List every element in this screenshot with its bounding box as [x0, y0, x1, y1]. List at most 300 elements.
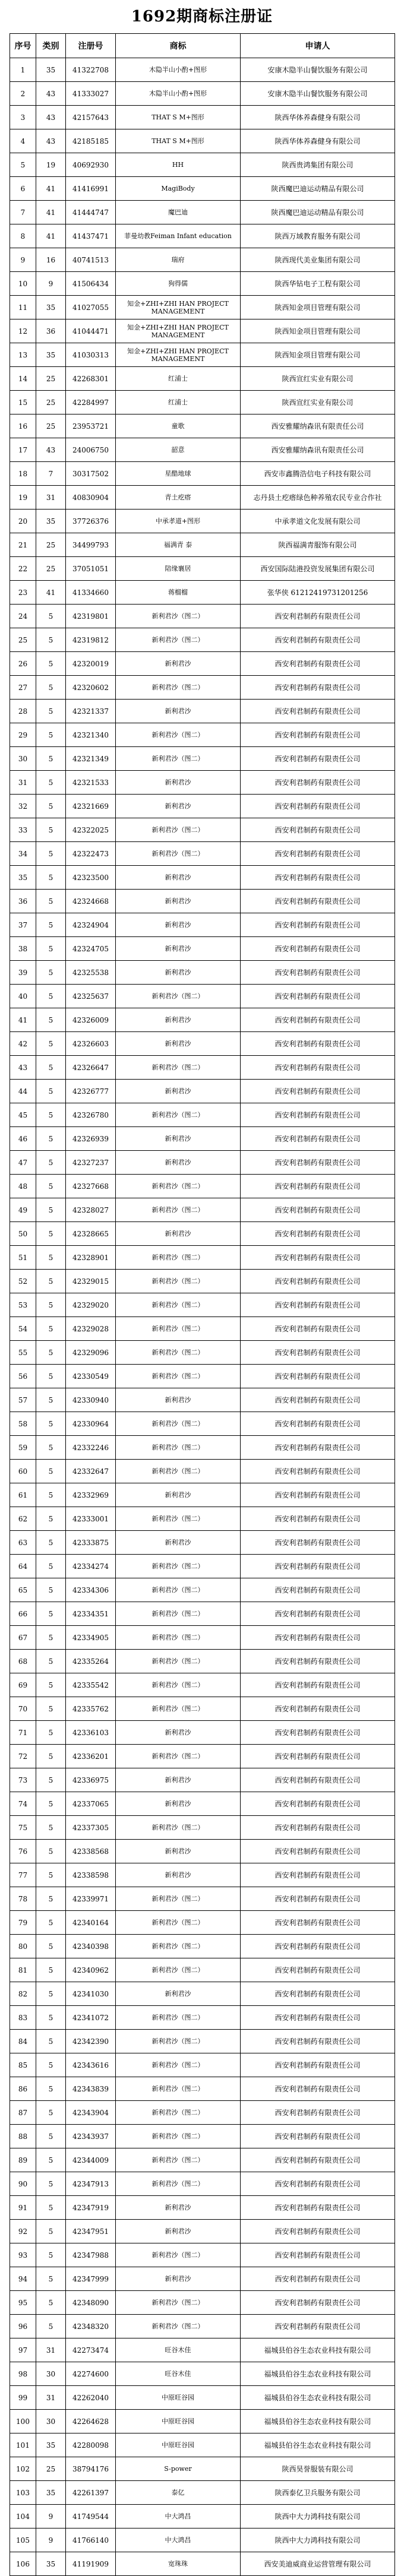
table-row — [10, 676, 395, 700]
cell-class: 43 — [36, 106, 66, 129]
cell-index: 31 — [10, 771, 36, 795]
table-row — [10, 2267, 395, 2291]
cell-trademark: 新利君沙 — [116, 1127, 241, 1151]
cell-trademark: 新利君沙 — [116, 1768, 241, 1792]
cell-applicant: 陕西万域教育服务有限公司 — [241, 224, 395, 248]
table-row — [10, 605, 395, 628]
cell-reg-no: 42328027 — [66, 1198, 116, 1222]
cell-applicant: 西安利君制药有限责任公司 — [241, 771, 395, 795]
cell-applicant: 西安利君制药有限责任公司 — [241, 1080, 395, 1103]
cell-index: 80 — [10, 1935, 36, 1958]
cell-trademark: 韶意 — [116, 438, 241, 462]
cell-index: 105 — [10, 2528, 36, 2552]
cell-trademark: 新利君沙 — [116, 1840, 241, 1863]
cell-applicant: 志丹县土疙瘩绿色种养殖农民专业合作社 — [241, 486, 395, 509]
table-row — [10, 533, 395, 557]
table-row — [10, 628, 395, 652]
cell-class: 5 — [36, 1222, 66, 1246]
table-row — [10, 2338, 395, 2362]
cell-applicant: 陕西魔巴迪运动精品有限公司 — [241, 201, 395, 224]
cell-reg-no: 42347951 — [66, 2220, 116, 2243]
cell-trademark: 新利君沙（图二） — [116, 818, 241, 842]
cell-class: 5 — [36, 913, 66, 937]
table-row — [10, 1293, 395, 1317]
cell-reg-no: 42323500 — [66, 866, 116, 890]
table-row — [10, 866, 395, 890]
cell-class: 5 — [36, 771, 66, 795]
table-row — [10, 2220, 395, 2243]
cell-trademark: 新利君沙（图二） — [116, 1673, 241, 1697]
cell-applicant: 陕西福满青服饰有限公司 — [241, 533, 395, 557]
cell-class: 5 — [36, 1056, 66, 1080]
cell-reg-no: 42328665 — [66, 1222, 116, 1246]
cell-trademark: 新利君沙（图二） — [116, 1056, 241, 1080]
cell-class: 5 — [36, 2006, 66, 2030]
cell-class: 5 — [36, 1080, 66, 1103]
cell-reg-no: 42348320 — [66, 2315, 116, 2338]
cell-applicant: 西安利君制药有限责任公司 — [241, 1840, 395, 1863]
table-row — [10, 2552, 395, 2576]
cell-class: 5 — [36, 2267, 66, 2291]
cell-reg-no: 42324705 — [66, 937, 116, 961]
cell-trademark: 新利君沙 — [116, 890, 241, 913]
cell-reg-no: 37726376 — [66, 509, 116, 533]
cell-index: 77 — [10, 1863, 36, 1887]
cell-index: 39 — [10, 961, 36, 985]
table-row — [10, 961, 395, 985]
cell-index: 51 — [10, 1246, 36, 1270]
table-row — [10, 1365, 395, 1388]
table-row — [10, 1032, 395, 1056]
cell-reg-no: 42334905 — [66, 1626, 116, 1650]
cell-applicant: 西安利君制药有限责任公司 — [241, 818, 395, 842]
cell-applicant: 西安利君制药有限责任公司 — [241, 1673, 395, 1697]
cell-applicant: 西安利君制药有限责任公司 — [241, 1697, 395, 1721]
cell-class: 5 — [36, 2077, 66, 2101]
cell-class: 19 — [36, 153, 66, 177]
cell-index: 89 — [10, 2148, 36, 2172]
cell-trademark: 新利君沙（图二） — [116, 1745, 241, 1768]
cell-reg-no: 42326647 — [66, 1056, 116, 1080]
document-title: 1692期商标注册证 — [131, 8, 273, 26]
cell-reg-no: 42332969 — [66, 1483, 116, 1507]
cell-reg-no: 42343937 — [66, 2125, 116, 2148]
cell-trademark: 新利君沙 — [116, 1388, 241, 1412]
cell-reg-no: 42339971 — [66, 1887, 116, 1911]
cell-class: 5 — [36, 1863, 66, 1887]
cell-class: 5 — [36, 1483, 66, 1507]
table-row — [10, 557, 395, 581]
cell-trademark: 狗得儒 — [116, 272, 241, 296]
cell-trademark: 新利君沙（图二） — [116, 985, 241, 1008]
cell-trademark: 中大鸿昌 — [116, 2505, 241, 2528]
cell-class: 5 — [36, 1697, 66, 1721]
cell-class: 5 — [36, 1721, 66, 1745]
cell-applicant: 陕西中大力鸿科技有限公司 — [241, 2505, 395, 2528]
cell-index: 67 — [10, 1626, 36, 1650]
cell-applicant: 西安利君制药有限责任公司 — [241, 1650, 395, 1673]
cell-class: 35 — [36, 58, 66, 82]
cell-trademark: 新利君沙（图二） — [116, 1317, 241, 1341]
cell-applicant: 福城县伯谷生态农业科技有限公司 — [241, 2362, 395, 2386]
cell-applicant: 西安利君制药有限责任公司 — [241, 723, 395, 747]
cell-trademark: 新利君沙 — [116, 1982, 241, 2006]
cell-class: 35 — [36, 2433, 66, 2457]
cell-reg-no: 42268301 — [66, 367, 116, 391]
cell-applicant: 陕西宣红实业有限公司 — [241, 391, 395, 414]
cell-index: 97 — [10, 2338, 36, 2362]
table-row — [10, 795, 395, 818]
cell-index: 38 — [10, 937, 36, 961]
cell-trademark: 新利君沙（图二） — [116, 2030, 241, 2053]
cell-index: 19 — [10, 486, 36, 509]
cell-trademark: 中承孝道+图形 — [116, 509, 241, 533]
cell-applicant: 西安利君制药有限责任公司 — [241, 866, 395, 890]
cell-trademark: 中原旺谷园 — [116, 2410, 241, 2433]
cell-applicant: 西安利君制药有限责任公司 — [241, 1460, 395, 1483]
table-row — [10, 581, 395, 605]
cell-index: 7 — [10, 201, 36, 224]
table-row — [10, 2053, 395, 2077]
cell-reg-no: 40830904 — [66, 486, 116, 509]
cell-trademark: 新利君沙（图二） — [116, 1911, 241, 1935]
cell-reg-no: 42284997 — [66, 391, 116, 414]
table-row — [10, 106, 395, 129]
cell-trademark: 新利君沙 — [116, 1792, 241, 1816]
cell-applicant: 西安利君制药有限责任公司 — [241, 1768, 395, 1792]
cell-applicant: 西安利君制药有限责任公司 — [241, 2196, 395, 2220]
cell-trademark: 新利君沙（图二） — [116, 2125, 241, 2148]
cell-applicant: 西安美迪威商业运营管理有限公司 — [241, 2552, 395, 2576]
cell-class: 5 — [36, 1768, 66, 1792]
cell-applicant: 福城县伯谷生态农业科技有限公司 — [241, 2386, 395, 2410]
cell-trademark: 新利君沙（图二） — [116, 1650, 241, 1673]
cell-reg-no: 42273474 — [66, 2338, 116, 2362]
cell-index: 25 — [10, 628, 36, 652]
table-body — [10, 58, 395, 2576]
cell-reg-no: 41322708 — [66, 58, 116, 82]
cell-trademark: 新利君沙 — [116, 2220, 241, 2243]
cell-reg-no: 42324668 — [66, 890, 116, 913]
cell-reg-no: 42280098 — [66, 2433, 116, 2457]
cell-trademark: 知金+ZHI+ZHI HAN PROJECT MANAGEMENT — [116, 296, 241, 319]
cell-reg-no: 42338568 — [66, 1840, 116, 1863]
cell-trademark: 新利君沙（图二） — [116, 1341, 241, 1365]
cell-index: 72 — [10, 1745, 36, 1768]
table-row — [10, 82, 395, 106]
cell-reg-no: 40741513 — [66, 248, 116, 272]
cell-index: 5 — [10, 153, 36, 177]
cell-trademark: 新利君沙（图二） — [116, 1460, 241, 1483]
cell-reg-no: 42319801 — [66, 605, 116, 628]
table-row — [10, 1602, 395, 1626]
cell-reg-no: 42348090 — [66, 2291, 116, 2315]
cell-trademark: 知金+ZHI+ZHI HAN PROJECT MANAGEMENT — [116, 319, 241, 343]
table-row — [10, 818, 395, 842]
cell-applicant: 西安利君制药有限责任公司 — [241, 1745, 395, 1768]
table-row — [10, 2433, 395, 2457]
cell-index: 22 — [10, 557, 36, 581]
cell-reg-no: 42157643 — [66, 106, 116, 129]
cell-applicant: 安康木隐半山餐饮服务有限公司 — [241, 82, 395, 106]
cell-trademark: 新利君沙 — [116, 700, 241, 723]
cell-reg-no: 42330940 — [66, 1388, 116, 1412]
cell-class: 5 — [36, 2125, 66, 2148]
cell-reg-no: 42329020 — [66, 1293, 116, 1317]
cell-class: 31 — [36, 486, 66, 509]
cell-applicant: 陕西知金项目管理有限公司 — [241, 343, 395, 367]
cell-index: 10 — [10, 272, 36, 296]
table-row — [10, 2315, 395, 2338]
table-row — [10, 2362, 395, 2386]
cell-trademark: 新利君沙 — [116, 1721, 241, 1745]
cell-index: 23 — [10, 581, 36, 605]
cell-index: 62 — [10, 1507, 36, 1531]
cell-reg-no: 42321340 — [66, 723, 116, 747]
cell-trademark: 新利君沙 — [116, 1008, 241, 1032]
cell-index: 106 — [10, 2552, 36, 2576]
cell-index: 8 — [10, 224, 36, 248]
cell-reg-no: 40692930 — [66, 153, 116, 177]
cell-index: 49 — [10, 1198, 36, 1222]
table-row — [10, 652, 395, 676]
cell-trademark: 新利君沙 — [116, 937, 241, 961]
header-class: 类别 — [36, 34, 66, 58]
table-row — [10, 2291, 395, 2315]
cell-trademark: 蒋榴榴 — [116, 581, 241, 605]
cell-class: 25 — [36, 414, 66, 438]
table-row — [10, 2505, 395, 2528]
cell-reg-no: 42337305 — [66, 1816, 116, 1840]
cell-trademark: 新利君沙（图二） — [116, 1103, 241, 1127]
cell-class: 5 — [36, 1103, 66, 1127]
cell-applicant: 陕西现代美业集团有限公司 — [241, 248, 395, 272]
cell-reg-no: 42334351 — [66, 1602, 116, 1626]
table-row — [10, 1460, 395, 1483]
table-row — [10, 1745, 395, 1768]
cell-reg-no: 42325538 — [66, 961, 116, 985]
cell-index: 16 — [10, 414, 36, 438]
table-row — [10, 1341, 395, 1365]
table-row — [10, 723, 395, 747]
table-row — [10, 2006, 395, 2030]
cell-applicant: 西安利君制药有限责任公司 — [241, 1103, 395, 1127]
cell-reg-no: 42322025 — [66, 818, 116, 842]
cell-class: 25 — [36, 2457, 66, 2481]
cell-class: 16 — [36, 248, 66, 272]
cell-applicant: 西安利君制药有限责任公司 — [241, 2172, 395, 2196]
cell-applicant: 张华侠 61212419731201256 — [241, 581, 395, 605]
table-row — [10, 486, 395, 509]
cell-reg-no: 42332246 — [66, 1436, 116, 1460]
cell-reg-no: 42327668 — [66, 1175, 116, 1198]
cell-class: 5 — [36, 866, 66, 890]
cell-index: 21 — [10, 533, 36, 557]
table-row — [10, 1507, 395, 1531]
cell-index: 64 — [10, 1555, 36, 1578]
cell-trademark: 新利君沙（图二） — [116, 1270, 241, 1293]
cell-trademark: 新利君沙（图二） — [116, 1935, 241, 1958]
cell-class: 5 — [36, 985, 66, 1008]
cell-index: 20 — [10, 509, 36, 533]
cell-reg-no: 42321533 — [66, 771, 116, 795]
table-row — [10, 2101, 395, 2125]
cell-index: 98 — [10, 2362, 36, 2386]
cell-index: 58 — [10, 1412, 36, 1436]
cell-reg-no: 42321349 — [66, 747, 116, 771]
cell-reg-no: 42343616 — [66, 2053, 116, 2077]
cell-applicant: 安康木隐半山餐饮服务有限公司 — [241, 58, 395, 82]
cell-trademark: 新利君沙（图二） — [116, 2172, 241, 2196]
cell-index: 93 — [10, 2243, 36, 2267]
cell-trademark: 童歌 — [116, 414, 241, 438]
cell-class: 9 — [36, 2528, 66, 2552]
cell-class: 5 — [36, 1341, 66, 1365]
cell-reg-no: 42329096 — [66, 1341, 116, 1365]
cell-trademark: 新利君沙（图二） — [116, 1198, 241, 1222]
cell-applicant: 陕西昊誉服装有限公司 — [241, 2457, 395, 2481]
cell-reg-no: 41766140 — [66, 2528, 116, 2552]
cell-index: 42 — [10, 1032, 36, 1056]
cell-applicant: 西安利君制药有限责任公司 — [241, 937, 395, 961]
table-row — [10, 700, 395, 723]
header-applicant: 申请人 — [241, 34, 395, 58]
cell-class: 43 — [36, 82, 66, 106]
cell-class: 35 — [36, 2481, 66, 2505]
cell-reg-no: 42321337 — [66, 700, 116, 723]
cell-applicant: 陕西泰亿卫兵服务有限公司 — [241, 2481, 395, 2505]
cell-trademark: 魔巴迪 — [116, 201, 241, 224]
table-row — [10, 414, 395, 438]
header-index: 序号 — [10, 34, 36, 58]
cell-reg-no: 42347919 — [66, 2196, 116, 2220]
cell-index: 27 — [10, 676, 36, 700]
cell-reg-no: 42325637 — [66, 985, 116, 1008]
cell-reg-no: 42347988 — [66, 2243, 116, 2267]
cell-trademark: S-power — [116, 2457, 241, 2481]
table-row — [10, 1056, 395, 1080]
cell-class: 41 — [36, 201, 66, 224]
cell-trademark: 星酷地球 — [116, 462, 241, 486]
table-row — [10, 1103, 395, 1127]
cell-index: 34 — [10, 842, 36, 866]
cell-index: 54 — [10, 1317, 36, 1341]
cell-applicant: 西安利君制药有限责任公司 — [241, 985, 395, 1008]
cell-trademark: 新利君沙（图二） — [116, 1697, 241, 1721]
table-row — [10, 2030, 395, 2053]
cell-reg-no: 42262040 — [66, 2386, 116, 2410]
cell-class: 25 — [36, 557, 66, 581]
cell-trademark: 中原旺谷园 — [116, 2433, 241, 2457]
cell-reg-no: 42326009 — [66, 1008, 116, 1032]
cell-class: 5 — [36, 1507, 66, 1531]
cell-trademark: 宽珠珠 — [116, 2552, 241, 2576]
cell-applicant: 西安利君制药有限责任公司 — [241, 2315, 395, 2338]
cell-index: 3 — [10, 106, 36, 129]
cell-applicant: 西安利君制药有限责任公司 — [241, 1483, 395, 1507]
cell-reg-no: 24006750 — [66, 438, 116, 462]
cell-class: 5 — [36, 747, 66, 771]
table-row — [10, 937, 395, 961]
cell-applicant: 西安利君制药有限责任公司 — [241, 1293, 395, 1317]
table-row — [10, 1412, 395, 1436]
cell-trademark: 新利君沙（图二） — [116, 1412, 241, 1436]
cell-trademark: 新利君沙 — [116, 1483, 241, 1507]
table-row — [10, 747, 395, 771]
cell-index: 104 — [10, 2505, 36, 2528]
cell-applicant: 陕西中大力鸿科技有限公司 — [241, 2528, 395, 2552]
cell-class: 35 — [36, 509, 66, 533]
cell-applicant: 西安利君制药有限责任公司 — [241, 2125, 395, 2148]
table-row — [10, 771, 395, 795]
cell-applicant: 西安利君制药有限责任公司 — [241, 2243, 395, 2267]
cell-reg-no: 30317502 — [66, 462, 116, 486]
cell-index: 99 — [10, 2386, 36, 2410]
cell-class: 35 — [36, 296, 66, 319]
cell-reg-no: 42342390 — [66, 2030, 116, 2053]
cell-class: 5 — [36, 2053, 66, 2077]
cell-index: 96 — [10, 2315, 36, 2338]
table-row — [10, 1127, 395, 1151]
cell-applicant: 西安利君制药有限责任公司 — [241, 1317, 395, 1341]
cell-trademark: THAT S M+图形 — [116, 106, 241, 129]
cell-trademark: 新利君沙（图二） — [116, 1555, 241, 1578]
cell-reg-no: 42340962 — [66, 1958, 116, 1982]
table-header-row — [10, 34, 395, 58]
table-row — [10, 177, 395, 201]
cell-applicant: 陕西知金项目管理有限公司 — [241, 319, 395, 343]
cell-index: 9 — [10, 248, 36, 272]
cell-class: 5 — [36, 1816, 66, 1840]
table-row — [10, 1911, 395, 1935]
cell-index: 68 — [10, 1650, 36, 1673]
cell-reg-no: 42335264 — [66, 1650, 116, 1673]
cell-trademark: 新利君沙（图二） — [116, 2291, 241, 2315]
cell-class: 31 — [36, 2386, 66, 2410]
cell-trademark: 新利君沙（图二） — [116, 2053, 241, 2077]
cell-reg-no: 42336201 — [66, 1745, 116, 1768]
cell-index: 47 — [10, 1151, 36, 1175]
cell-class: 5 — [36, 890, 66, 913]
cell-class: 5 — [36, 2030, 66, 2053]
cell-reg-no: 41416991 — [66, 177, 116, 201]
table-row — [10, 2386, 395, 2410]
cell-applicant: 西安利君制药有限责任公司 — [241, 1246, 395, 1270]
cell-reg-no: 42261397 — [66, 2481, 116, 2505]
cell-class: 5 — [36, 1246, 66, 1270]
cell-index: 50 — [10, 1222, 36, 1246]
cell-index: 40 — [10, 985, 36, 1008]
cell-index: 91 — [10, 2196, 36, 2220]
cell-class: 5 — [36, 1412, 66, 1436]
cell-trademark: 新利君沙（图二） — [116, 1246, 241, 1270]
table-row — [10, 1816, 395, 1840]
cell-applicant: 西安利君制药有限责任公司 — [241, 2148, 395, 2172]
cell-applicant: 陕西宣红实业有限公司 — [241, 367, 395, 391]
cell-applicant: 西安利君制药有限责任公司 — [241, 1222, 395, 1246]
cell-class: 9 — [36, 2505, 66, 2528]
cell-applicant: 西安利君制药有限责任公司 — [241, 2006, 395, 2030]
cell-class: 5 — [36, 1270, 66, 1293]
table-row — [10, 1578, 395, 1602]
cell-trademark: THAT S M+图形 — [116, 129, 241, 153]
cell-class: 5 — [36, 1198, 66, 1222]
cell-trademark: 新利君沙 — [116, 1032, 241, 1056]
cell-class: 25 — [36, 367, 66, 391]
cell-trademark: 新利君沙（图二） — [116, 842, 241, 866]
cell-trademark: 木隐半山小酌+图形 — [116, 58, 241, 82]
table-row — [10, 224, 395, 248]
